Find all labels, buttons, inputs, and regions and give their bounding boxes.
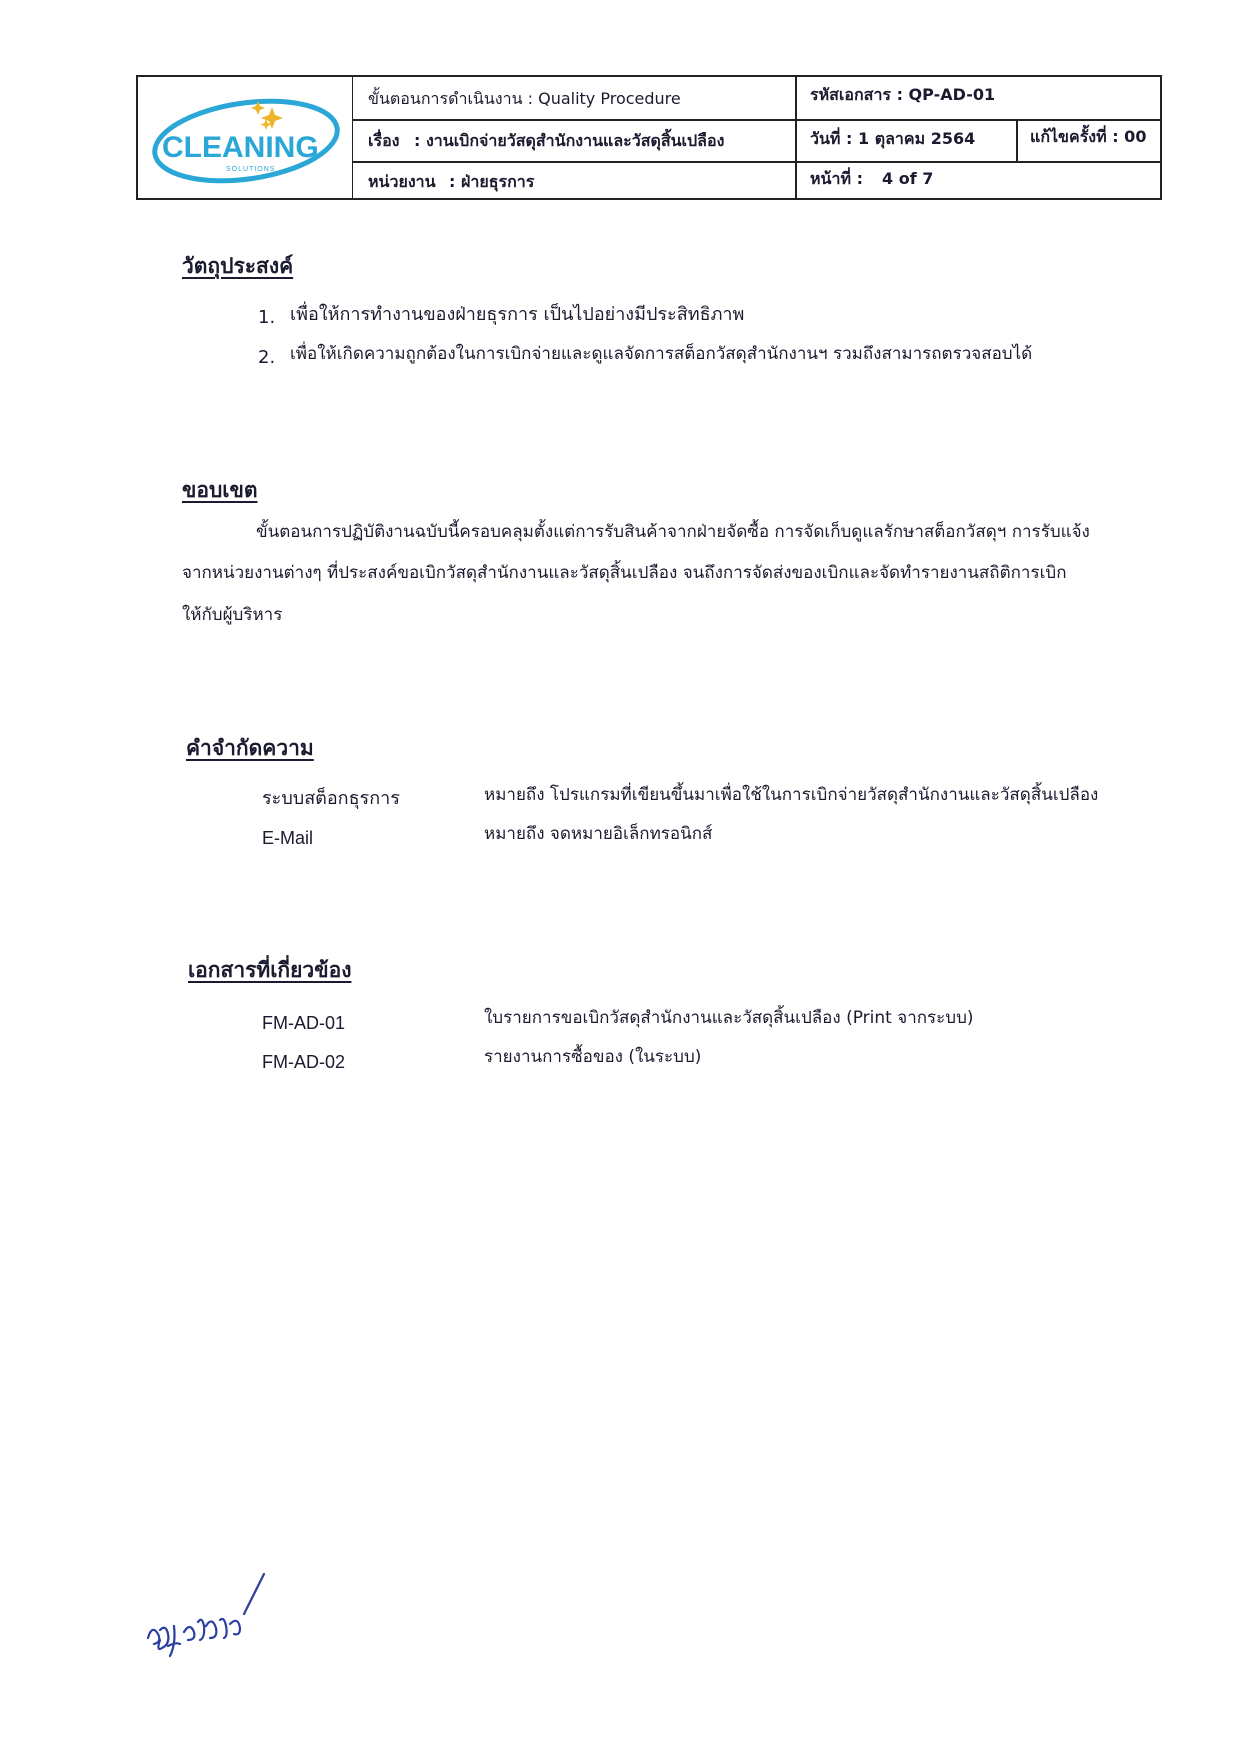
subject-value: : งานเบิกจ่ายวัสดุสำนักงานและวัสดุสิ้นเปลือง xyxy=(414,131,725,150)
document-header-table xyxy=(136,75,1162,200)
effective-date: วันที่ : 1 ตุลาคม 2564 xyxy=(810,129,976,148)
page-label: หน้าที่ : xyxy=(810,169,863,188)
objective-item-number: 1. xyxy=(258,307,276,328)
scope-paragraph-line: จากหน่วยงานต่างๆ ที่ประสงค์ขอเบิกวัสดุสำนักงานและวัสดุสิ้นเปลือง จนถึงการจัดส่งของเบิกและจัดทำรายงานสถิติการเบิก xyxy=(182,563,1067,583)
logo-text: CLEANING xyxy=(162,131,319,164)
unit-value: : ฝ่ายธุรการ xyxy=(449,172,535,191)
revision-number: แก้ไขครั้งที่ : 00 xyxy=(1030,127,1147,146)
document-description: รายงานการซื้อของ (ในระบบ) xyxy=(484,1047,702,1067)
subject-label: เรื่อง xyxy=(368,131,400,150)
definition-term: E-Mail xyxy=(262,828,314,848)
related-documents-heading: เอกสารที่เกี่ยวข้อง xyxy=(188,958,352,982)
objective-item: เพื่อให้เกิดความถูกต้องในการเบิกจ่ายและดูแลจัดการสต็อกวัสดุสำนักงานฯ รวมถึงสามารถตรวจสอบได้ xyxy=(290,344,1033,364)
definition-meaning: หมายถึง โปรแกรมที่เขียนขึ้นมาเพื่อใช้ในการเบิกจ่ายวัสดุสำนักงานและวัสดุสิ้นเปลือง xyxy=(484,785,1099,805)
document-code-item: FM-AD-01 xyxy=(262,1013,346,1033)
definition-term: ระบบสต็อกธุรการ xyxy=(262,788,400,809)
objective-item: เพื่อให้การทำงานของฝ่ายธุรการ เป็นไปอย่างมีประสิทธิภาพ xyxy=(290,304,745,325)
document-description: ใบรายการขอเบิกวัสดุสำนักงานและวัสดุสิ้นเปลือง (Print จากระบบ) xyxy=(484,1008,974,1028)
definitions-heading: คำจำกัดความ xyxy=(186,736,314,760)
scope-paragraph-line: ให้กับผู้บริหาร xyxy=(182,605,283,625)
page-number: 4 of 7 xyxy=(882,169,934,188)
unit-label: หน่วยงาน xyxy=(368,172,436,191)
objective-item-number: 2. xyxy=(258,347,276,368)
company-logo xyxy=(138,77,353,198)
objective-heading: วัตถุประสงค์ xyxy=(182,254,294,278)
procedure-label: ขั้นตอนการดำเนินงาน : Quality Procedure xyxy=(368,89,681,108)
scope-heading: ขอบเขต xyxy=(182,478,258,502)
document-code-item: FM-AD-02 xyxy=(262,1052,346,1072)
logo-subtext: SOLUTIONS xyxy=(226,166,276,173)
document-code: รหัสเอกสาร : QP-AD-01 xyxy=(810,85,996,104)
definition-meaning: หมายถึง จดหมายอิเล็กทรอนิกส์ xyxy=(484,824,713,844)
handwritten-signature xyxy=(140,1560,280,1674)
scope-paragraph-line: ขั้นตอนการปฏิบัติงานฉบับนี้ครอบคลุมตั้งแต่การรับสินค้าจากฝ่ายจัดซื้อ การจัดเก็บดูแลรักษาสต็อกวัสดุฯ การรับแจ้ง xyxy=(256,522,1090,542)
